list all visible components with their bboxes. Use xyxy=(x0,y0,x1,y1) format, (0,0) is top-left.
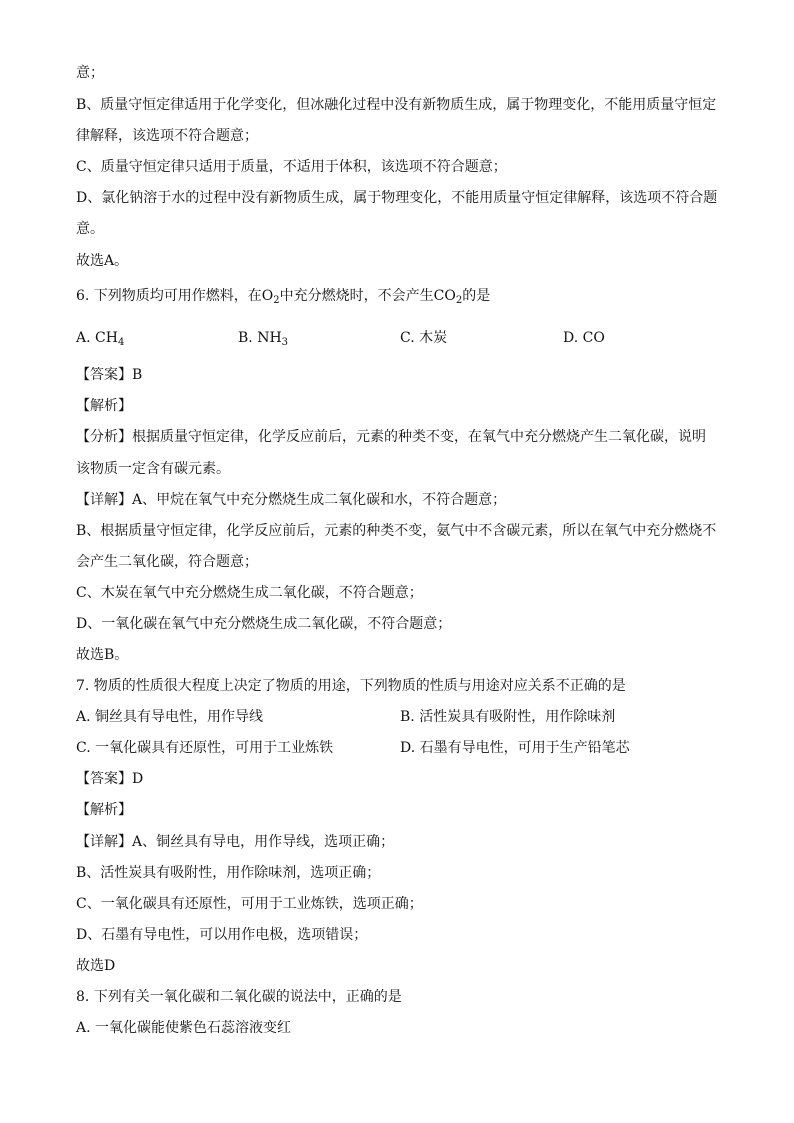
q6-answer: 【答案】B xyxy=(76,367,143,383)
text-line: 意。 xyxy=(76,221,104,237)
q6-analysis-heading: 【解析】 xyxy=(76,398,132,414)
text-line: 律解释，该选项不符合题意； xyxy=(76,128,258,144)
text-line: 该物质一定含有碳元素。 xyxy=(76,461,230,477)
q7-analysis-heading: 【解析】 xyxy=(76,802,132,818)
question-8-stem: 8. 下列有关一氧化碳和二氧化碳的说法中，正确的是 xyxy=(76,989,402,1005)
q6-option-c: C. 木炭 xyxy=(400,330,448,346)
text-line: 【详解】A、甲烷在氧气中充分燃烧生成二氧化碳和水，不符合题意； xyxy=(76,492,507,508)
q7-answer: 【答案】D xyxy=(76,771,144,787)
text-line: 故选A。 xyxy=(76,253,129,269)
q7-option-d: D. 石墨有导电性，可用于生产铅笔芯 xyxy=(400,740,630,756)
text-line: 会产生二氧化碳，符合题意； xyxy=(76,554,258,570)
text-line: 故选D xyxy=(76,958,116,974)
text-line: C、质量守恒定律只适用于质量，不适用于体积，该选项不符合题意； xyxy=(76,159,507,175)
text-line: C、木炭在氧气中充分燃烧生成二氧化碳，不符合题意； xyxy=(76,585,423,601)
text-line: D、石墨有导电性，可以用作电极，选项错误； xyxy=(76,927,368,943)
q6-option-d: D. CO xyxy=(563,330,605,346)
q6-option-a: A. $CH_4$ xyxy=(76,330,125,348)
text-line: C、一氧化碳具有还原性，可用于工业炼铁，选项正确； xyxy=(76,896,423,912)
q7-option-b: B. 活性炭具有吸附性，用作除味剂 xyxy=(400,709,616,725)
q7-option-a: A. 铜丝具有导电性，用作导线 xyxy=(76,709,264,725)
text-line: 故选B。 xyxy=(76,647,129,663)
text-line: D、氯化钠溶于水的过程中没有新物质生成，属于物理变化，不能用质量守恒定律解释，该选项不符合题 xyxy=(76,190,718,206)
q6-option-b: B. $NH_3$ xyxy=(238,330,289,348)
text-line: D、一氧化碳在氧气中充分燃烧生成二氧化碳，不符合题意； xyxy=(76,616,452,632)
question-6-stem: 6. 下列物质均可用作燃料，在$O_2$中充分燃烧时，不会产生$CO_2$的是 xyxy=(76,288,491,306)
text-line: B、根据质量守恒定律，化学反应前后，元素的种类不变，氨气中不含碳元素，所以在氧气中充分燃烧不 xyxy=(76,523,717,539)
text-line: B、质量守恒定律适用于化学变化，但冰融化过程中没有新物质生成，属于物理变化，不能用质量守恒定 xyxy=(76,97,717,113)
q7-option-c: C. 一氧化碳具有还原性，可用于工业炼铁 xyxy=(76,740,334,756)
text-line: 【详解】A、铜丝具有导电，用作导线，选项正确； xyxy=(76,834,395,850)
text-line: 【分析】根据质量守恒定律，化学反应前后，元素的种类不变，在氧气中充分燃烧产生二氧化碳，说明 xyxy=(76,429,706,445)
question-7-stem: 7. 物质的性质很大程度上决定了物质的用途，下列物质的性质与用途对应关系不正确的是 xyxy=(76,678,626,694)
text-line: 意； xyxy=(76,65,104,81)
text-line: B、活性炭具有吸附性，用作除味剂，选项正确； xyxy=(76,865,381,881)
q8-option-a: A. 一氧化碳能使紫色石蕊溶液变红 xyxy=(76,1020,292,1036)
